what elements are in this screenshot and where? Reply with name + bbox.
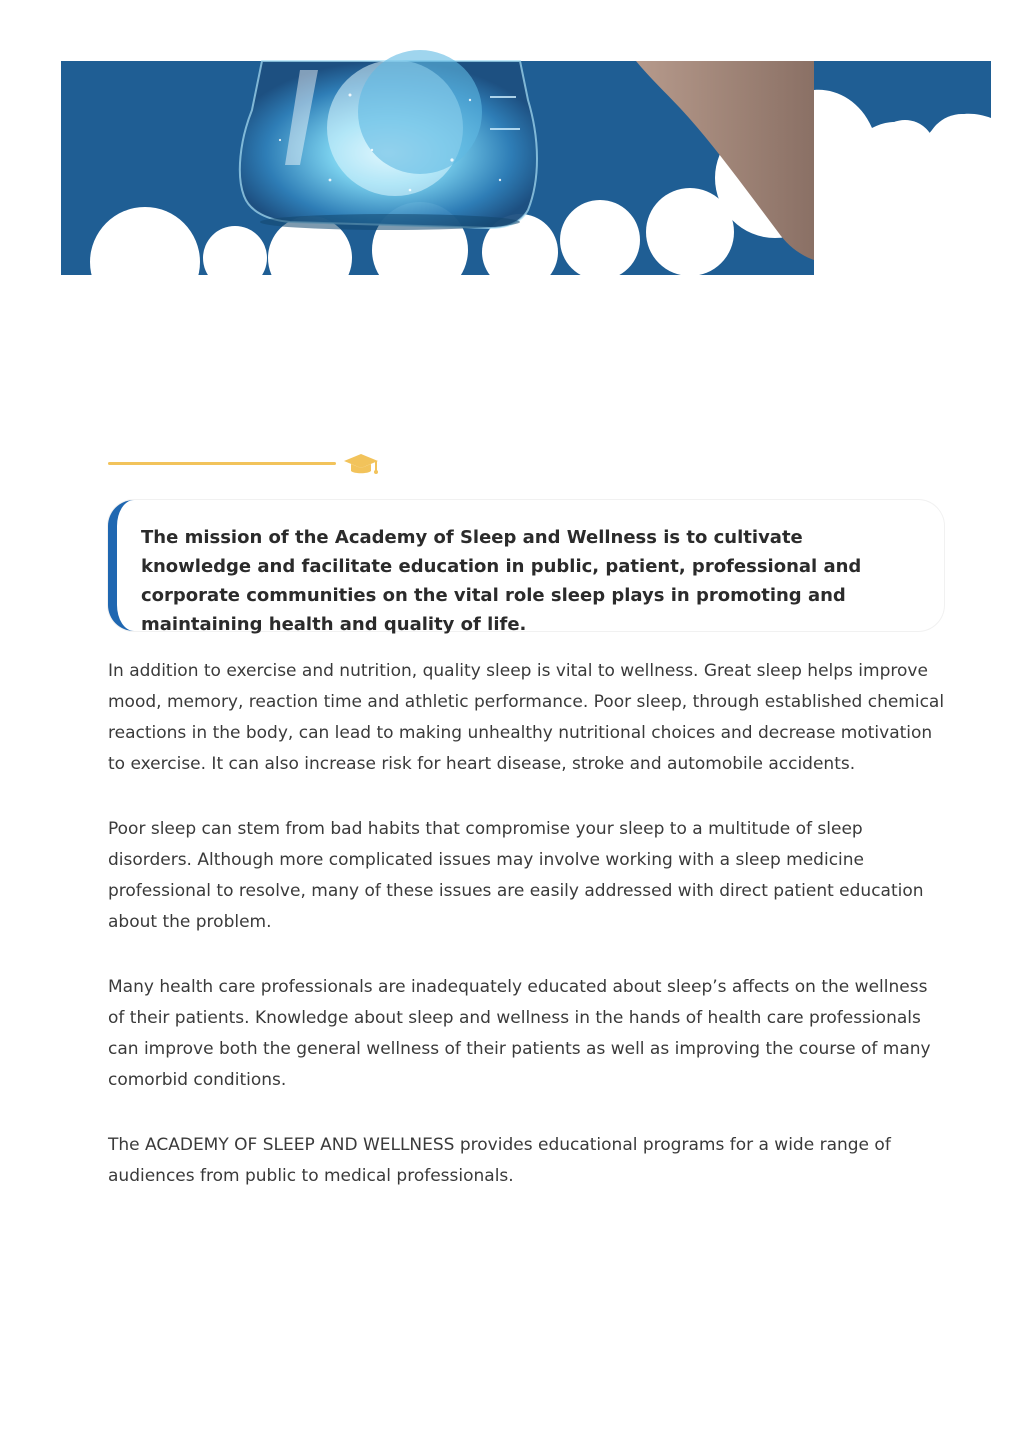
- paragraph-professionals: Many health care professionals are inadequately educated about sleep’s affects on the wellness of their patients. Knowledge about sleep and wellness in the hands of health care professionals can improve both the general wellness of their patients as well as improving the course of many comorbid conditions.: [108, 977, 931, 1090]
- paragraph-poor-sleep: Poor sleep can stem from bad habits that compromise your sleep to a multitude of sleep disorders. Although more complicated issues may involve working with a sleep medicine professional to resolve, many of these issues are easily addressed with direct patient education about the problem.: [108, 819, 924, 932]
- hero-illustration: [0, 0, 1024, 300]
- mission-statement: The mission of the Academy of Sleep and Wellness is to cultivate knowledge and facilitate education in public, patient, professional and corporate communities on the vital role sleep plays in promoting and maintaining health and quality of life.: [141, 527, 862, 635]
- flask-icon: [240, 50, 537, 230]
- paragraph-programs: The ACADEMY OF SLEEP AND WELLNESS provides educational programs for a wide range of audiences from public to medical professionals.: [108, 1135, 891, 1186]
- body-content: [108, 656, 948, 1226]
- section-divider: [108, 452, 388, 476]
- graduation-cap-icon: [342, 452, 380, 476]
- paragraph-wellness: In addition to exercise and nutrition, quality sleep is vital to wellness. Great sleep helps improve mood, memory, reaction time and athletic performance. Poor sleep, through established chemical reactions in the body, can lead to making unhealthy nutritional choices and decrease motivation to exercise. It can also increase risk for heart disease, stroke and automobile accidents.: [108, 661, 945, 774]
- hero-banner: [0, 0, 1024, 300]
- divider-line: [108, 462, 336, 465]
- mission-callout: [108, 500, 944, 635]
